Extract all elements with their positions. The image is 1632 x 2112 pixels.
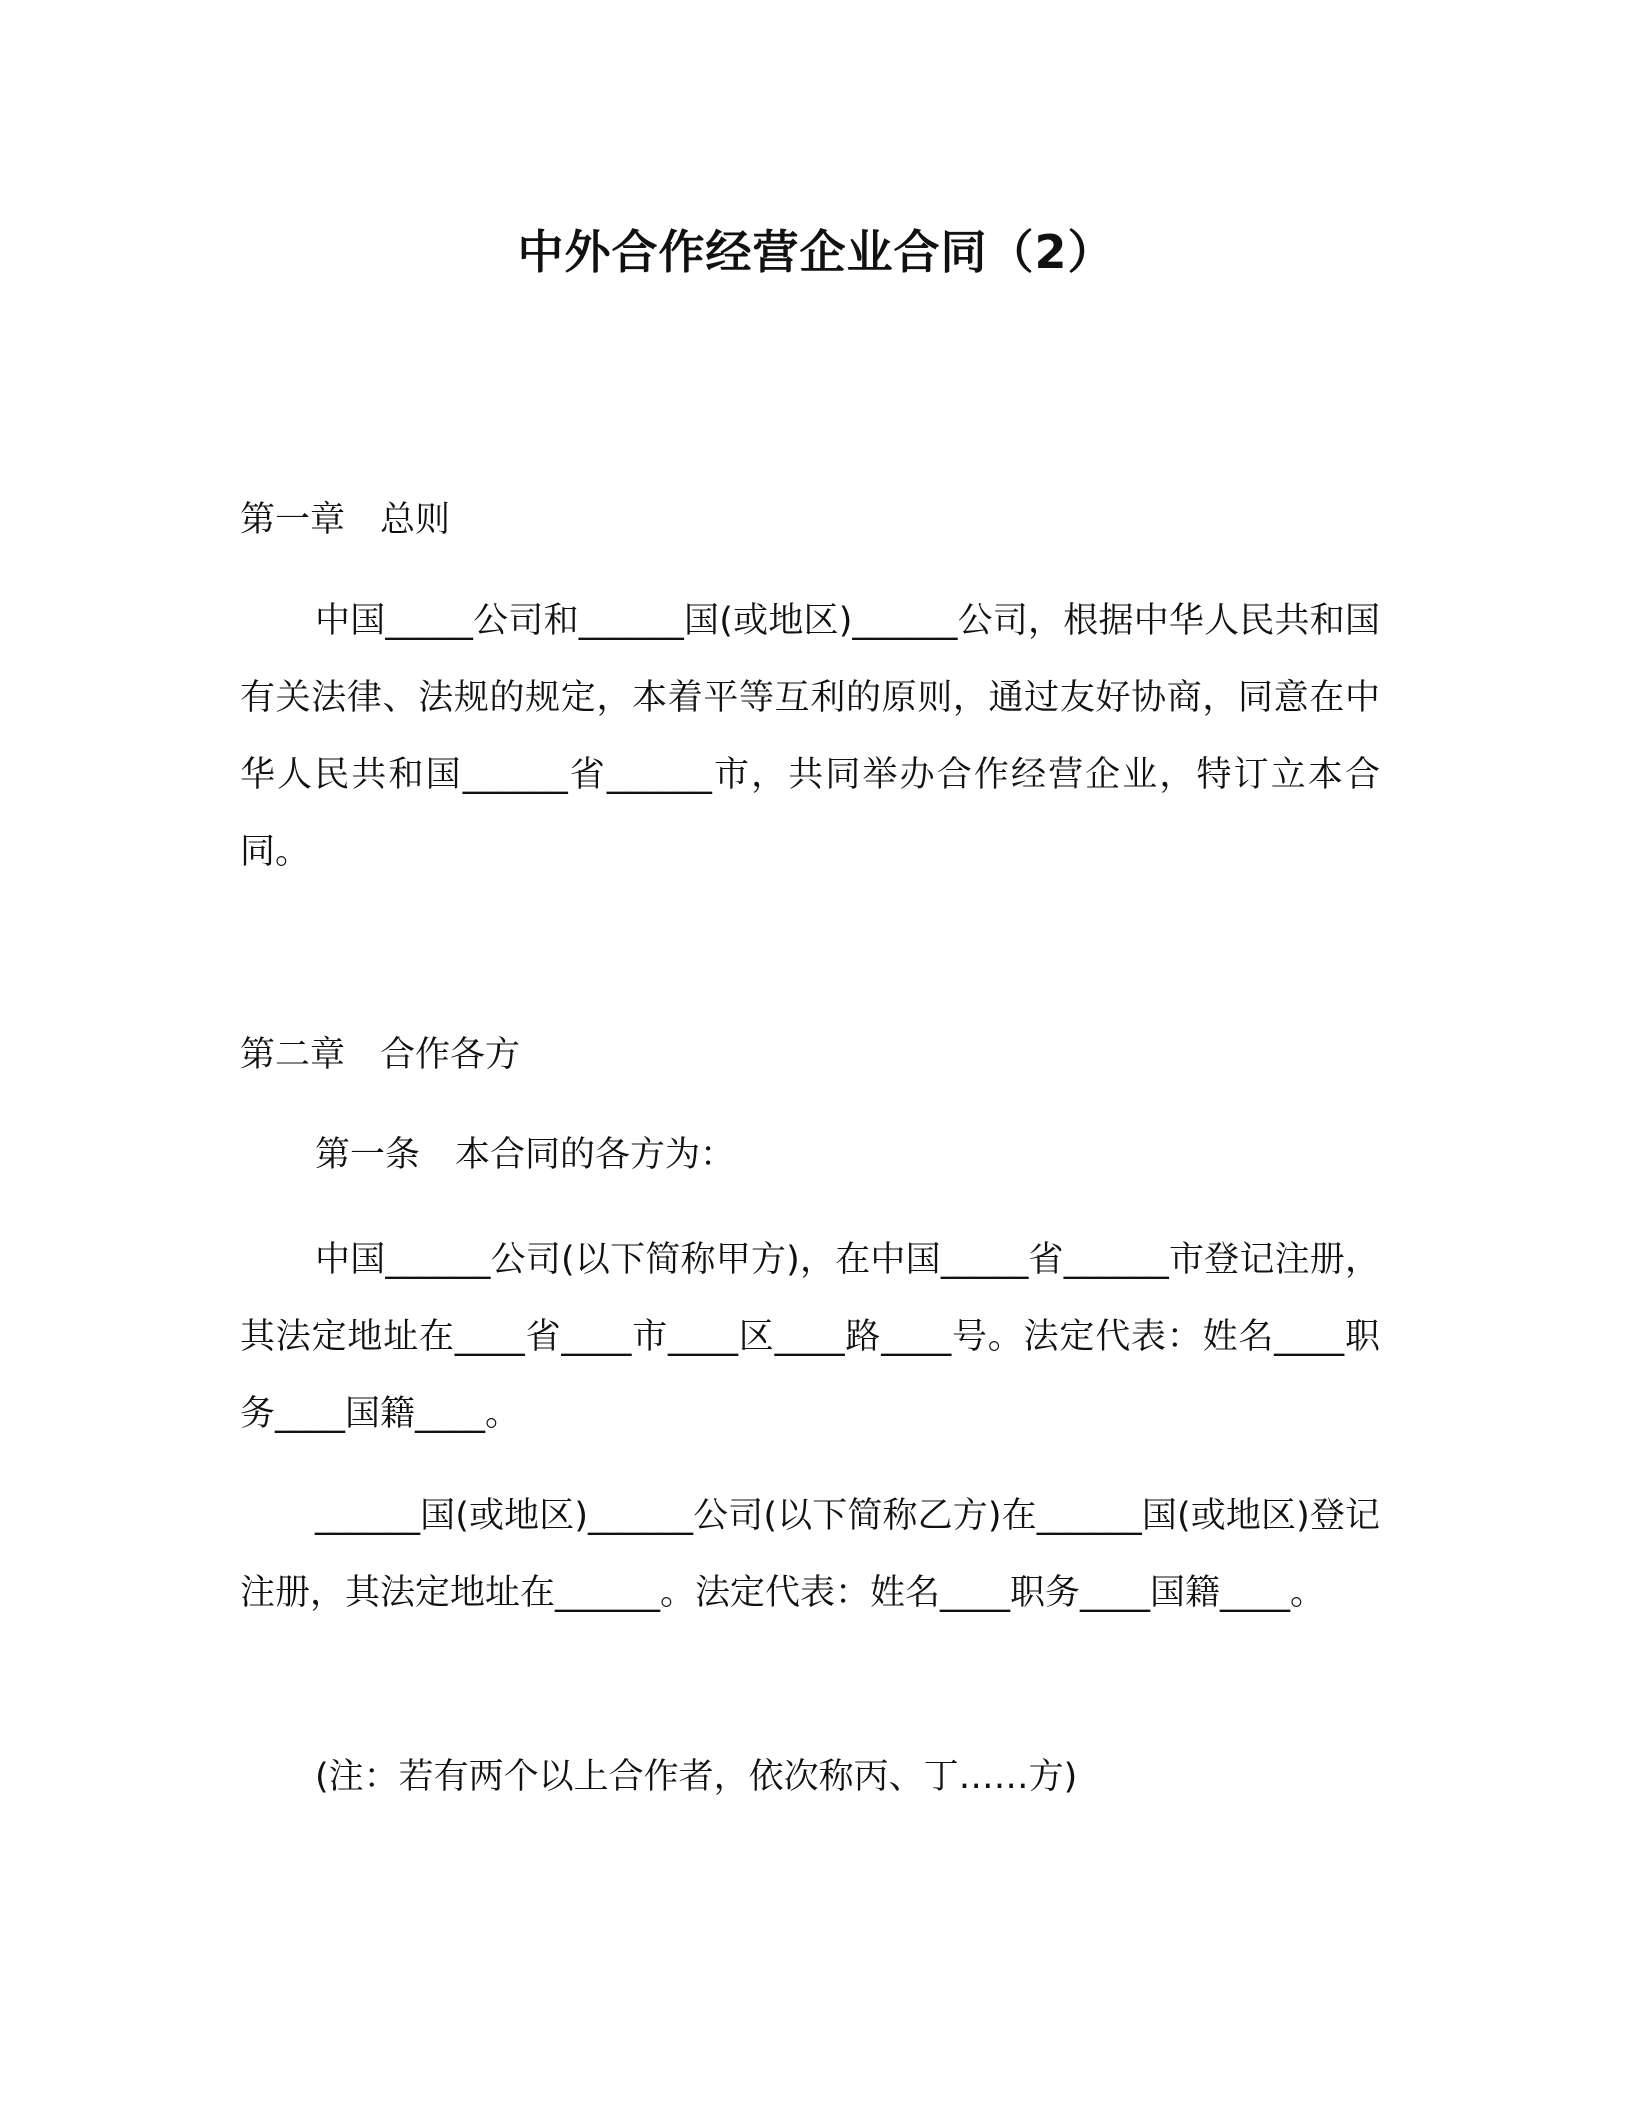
chapter-2-heading: 第二章 合作各方 — [240, 1035, 521, 1075]
article-1-heading: 第一条 本合同的各方为： — [315, 1135, 736, 1175]
party-b-paragraph: ______国(或地区)______公司(以下简称乙方)在______国(或地区)登记注册，其法定地址在______。法定代表：姓名____职务____国籍____。 — [240, 1496, 1380, 1613]
parties-note: (注：若有两个以上合作者，依次称丙、丁……方) — [315, 1757, 1078, 1797]
chapter-1-heading: 第一章 总则 — [240, 500, 451, 540]
chapter-1-paragraph: 中国_____公司和______国(或地区)______公司，根据中华人民共和国有关法律、法规的规定，本着平等互利的原则，通过友好协商，同意在中华人民共和国______省______市，共同举办合作经营企业，特订立本合同。 — [240, 601, 1380, 872]
document-title: 中外合作经营企业合同（2） — [517, 225, 1115, 279]
party-a-paragraph: 中国______公司(以下简称甲方)，在中国_____省______市登记注册，其法定地址在____省____市____区____路____号。法定代表：姓名____职务____国籍____。 — [240, 1240, 1380, 1434]
